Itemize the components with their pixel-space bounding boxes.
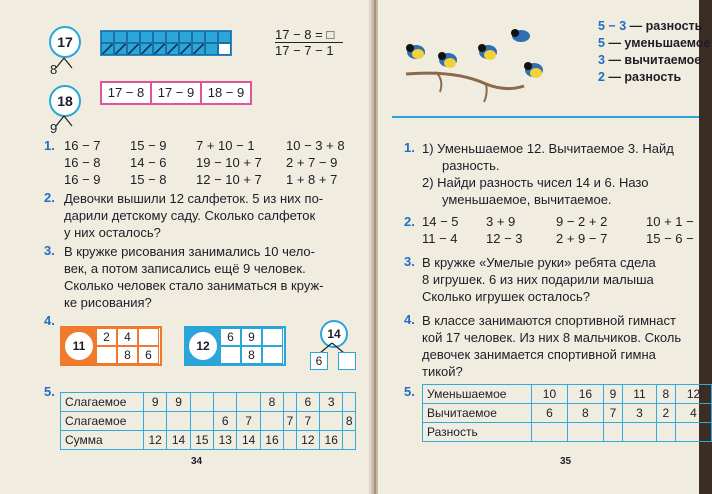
table-cell: 7	[284, 412, 297, 431]
table-cell	[656, 423, 675, 442]
pink-cell: 18 − 9	[207, 85, 245, 100]
decomp-17-value: 8	[50, 62, 58, 77]
page-number-34: 34	[191, 456, 203, 467]
table-cell	[144, 412, 167, 431]
table-row	[423, 385, 712, 404]
table-row	[423, 423, 712, 442]
table-cell: 7	[237, 412, 260, 431]
counting-square	[127, 43, 140, 55]
legend-term: — разность	[608, 70, 682, 84]
expr: 2 + 9 − 7	[556, 231, 608, 246]
task-1-number-r: 1.	[404, 140, 415, 155]
table-cell: 7	[603, 404, 622, 423]
table-cell: 9	[167, 393, 190, 412]
legend-row	[598, 52, 710, 69]
table-cell: 16	[567, 385, 603, 404]
expr: 10 + 1 −	[646, 214, 694, 229]
table-cell: 16	[260, 431, 283, 450]
task-1-text-r	[422, 140, 674, 208]
row-label: Слагаемое	[61, 412, 144, 431]
expr: 16 − 9	[64, 172, 101, 187]
table-cell: 3	[320, 393, 343, 412]
expr: 9 − 2 + 2	[556, 214, 608, 229]
expr: 12 − 10 + 7	[196, 172, 262, 187]
number-cell	[262, 346, 283, 364]
text-line: 2) Найди разность чисел 14 и 6. Назо	[422, 175, 649, 190]
text-line: В кружке рисования занимались 10 чело-	[64, 244, 315, 259]
task-2-number: 2.	[44, 190, 55, 205]
text-line: у них осталось?	[64, 225, 161, 240]
table-row	[61, 412, 356, 431]
number-cell: 9	[241, 328, 262, 346]
task-4-number: 4.	[44, 313, 55, 328]
table-cell	[343, 393, 356, 412]
table-cell: 6	[296, 393, 319, 412]
table-cell: 11	[623, 385, 657, 404]
text-line: век, а потом записались ещё 9 человек.	[64, 261, 306, 276]
table-cell: 3	[623, 404, 657, 423]
expr: 12 − 3	[486, 231, 523, 246]
table-cell	[603, 423, 622, 442]
table-cell: 9	[144, 393, 167, 412]
task-3-text-r	[422, 254, 656, 305]
legend-value: 5	[598, 36, 605, 50]
right-page	[378, 0, 711, 494]
counting-square	[114, 43, 127, 55]
cyan-box	[184, 326, 286, 366]
table-cell	[676, 423, 712, 442]
difference-table	[422, 384, 712, 442]
decomp-18-value: 9	[50, 121, 58, 136]
text-line: разность.	[442, 158, 500, 173]
expr: 1 + 8 + 7	[286, 172, 338, 187]
table-cell: 15	[190, 431, 213, 450]
counting-square	[127, 31, 140, 43]
sum-table	[60, 392, 356, 450]
legend-value: 3	[598, 53, 605, 67]
table-cell: 2	[656, 404, 675, 423]
expr: 16 − 7	[64, 138, 101, 153]
legend-row	[598, 69, 710, 86]
circle-14: 14	[320, 320, 348, 348]
expr: 15 − 8	[130, 172, 167, 187]
table-cell	[237, 393, 260, 412]
task-4-number-r: 4.	[404, 312, 415, 327]
number-cell	[220, 346, 241, 364]
table-cell: 12	[144, 431, 167, 450]
counting-square	[179, 43, 192, 55]
pink-cell: 17 − 8	[102, 83, 152, 103]
table-cell: 13	[214, 431, 237, 450]
table-cell: 9	[603, 385, 622, 404]
table-cell	[214, 393, 237, 412]
tree-left-box: 6	[310, 352, 328, 370]
counting-square	[179, 31, 192, 43]
counting-square	[140, 31, 153, 43]
circle-17: 17	[49, 26, 81, 58]
table-cell	[260, 412, 283, 431]
table-cell: 8	[343, 412, 356, 431]
counting-square	[153, 43, 166, 55]
counting-square	[192, 43, 205, 55]
table-cell: 8	[260, 393, 283, 412]
text-line: уменьшаемое, вычитаемое.	[442, 192, 612, 207]
text-line: дарили детскому саду. Сколько салфеток	[64, 208, 316, 223]
text-line: Девочки вышили 12 салфеток. 5 из них по-	[64, 191, 324, 206]
task-2-number-r: 2.	[404, 214, 415, 229]
table-row	[61, 431, 356, 450]
expr: 15 − 6 −	[646, 231, 694, 246]
table-cell	[343, 431, 356, 450]
counting-square	[166, 43, 179, 55]
task-5-number-r: 5.	[404, 384, 415, 399]
expr: 15 − 9	[130, 138, 167, 153]
counting-square	[153, 31, 166, 43]
table-cell: 4	[676, 404, 712, 423]
text-line: Сколько человек стало заниматься в круж-	[64, 278, 324, 293]
text-line: ке рисования?	[64, 295, 152, 310]
legend-term: — разность	[629, 19, 703, 33]
row-label: Слагаемое	[61, 393, 144, 412]
table-cell: 14	[237, 431, 260, 450]
counting-square	[218, 43, 231, 55]
page-number-35: 35	[560, 456, 572, 467]
task-2-text	[64, 190, 368, 241]
expr: 11 − 4	[422, 231, 458, 246]
section-divider	[392, 116, 699, 118]
legend-term: — уменьшаемое	[608, 36, 711, 50]
table-cell	[284, 431, 297, 450]
task-3-text	[64, 243, 368, 311]
legend-row	[598, 35, 710, 52]
table-cell: 6	[214, 412, 237, 431]
counting-square	[166, 31, 179, 43]
expr: 3 + 9	[486, 214, 516, 229]
expr: 14 − 5	[422, 214, 459, 229]
row-label: Вычитаемое	[423, 404, 532, 423]
pink-expression-box	[100, 81, 252, 105]
text-line: кой 17 человек. Из них 8 мальчиков. Сколь	[422, 330, 682, 345]
text-line: девочек занимается спортивной гимна	[422, 347, 656, 362]
table-cell: 16	[320, 431, 343, 450]
task-4-text-r	[422, 312, 681, 380]
expr: 7 + 10 − 1	[196, 138, 255, 153]
fraction-top: 17 − 8 = □	[275, 27, 335, 42]
counting-square	[192, 31, 205, 43]
counting-squares	[100, 30, 232, 56]
expr: 19 − 10 + 7	[196, 155, 262, 170]
number-cell: 8	[117, 346, 138, 364]
row-label: Сумма	[61, 431, 144, 450]
text-line: В кружке «Умелые руки» ребята сдела	[422, 255, 656, 270]
number-cell: 4	[117, 328, 138, 346]
circle-11: 11	[65, 332, 93, 360]
counting-square	[205, 43, 218, 55]
expr: 16 − 8	[64, 155, 101, 170]
table-cell	[567, 423, 603, 442]
text-line: В классе занимаются спортивной гимнаст	[422, 313, 676, 328]
term-legend	[598, 18, 710, 86]
task-5-number: 5.	[44, 384, 55, 399]
counting-square	[101, 43, 114, 55]
table-cell: 6	[532, 404, 568, 423]
tree-right-box	[338, 352, 356, 370]
text-line: Сколько игрушек осталось?	[422, 289, 590, 304]
counting-square	[140, 43, 153, 55]
pink-cell: 17 − 9	[152, 83, 202, 103]
counting-square	[114, 31, 127, 43]
expr: 2 + 7 − 9	[286, 155, 338, 170]
number-cell: 6	[220, 328, 241, 346]
circle-18: 18	[49, 85, 81, 117]
counting-square	[205, 31, 218, 43]
number-cell: 2	[96, 328, 117, 346]
task-3-number: 3.	[44, 243, 55, 258]
fraction-bottom: 17 − 7 − 1	[275, 43, 334, 58]
text-line: тикой?	[422, 364, 463, 379]
table-cell	[190, 393, 213, 412]
text-line: 8 игрушек. 6 из них подарили малыша	[422, 272, 654, 287]
orange-box	[60, 326, 162, 366]
legend-term: — вычитаемое	[608, 53, 702, 67]
table-cell: 10	[532, 385, 568, 404]
expr: 10 − 3 + 8	[286, 138, 345, 153]
table-row	[61, 393, 356, 412]
table-cell: 8	[656, 385, 675, 404]
table-cell: 12	[296, 431, 319, 450]
table-cell	[190, 412, 213, 431]
expr: 14 − 6	[130, 155, 167, 170]
legend-value: 2	[598, 70, 605, 84]
table-cell	[284, 393, 297, 412]
legend-value: 5 − 3	[598, 19, 627, 33]
table-cell	[320, 412, 343, 431]
number-cell	[262, 328, 283, 346]
table-cell: 8	[567, 404, 603, 423]
task-3-number-r: 3.	[404, 254, 415, 269]
number-cell: 6	[138, 346, 159, 364]
number-cell	[138, 328, 159, 346]
birds-illustration	[396, 22, 556, 102]
number-cell	[96, 346, 117, 364]
legend-row	[598, 18, 710, 35]
table-cell: 12	[676, 385, 712, 404]
counting-square	[101, 31, 114, 43]
number-cell: 8	[241, 346, 262, 364]
table-cell: 7	[296, 412, 319, 431]
table-cell	[623, 423, 657, 442]
table-cell: 14	[167, 431, 190, 450]
table-cell	[532, 423, 568, 442]
row-label: Уменьшаемое	[423, 385, 532, 404]
table-row	[423, 404, 712, 423]
circle-12: 12	[189, 332, 217, 360]
table-cell	[167, 412, 190, 431]
row-label: Разность	[423, 423, 532, 442]
task-1-number: 1.	[44, 138, 55, 153]
counting-square	[218, 31, 231, 43]
text-line: 1) Уменьшаемое 12. Вычитаемое 3. Найд	[422, 141, 674, 156]
